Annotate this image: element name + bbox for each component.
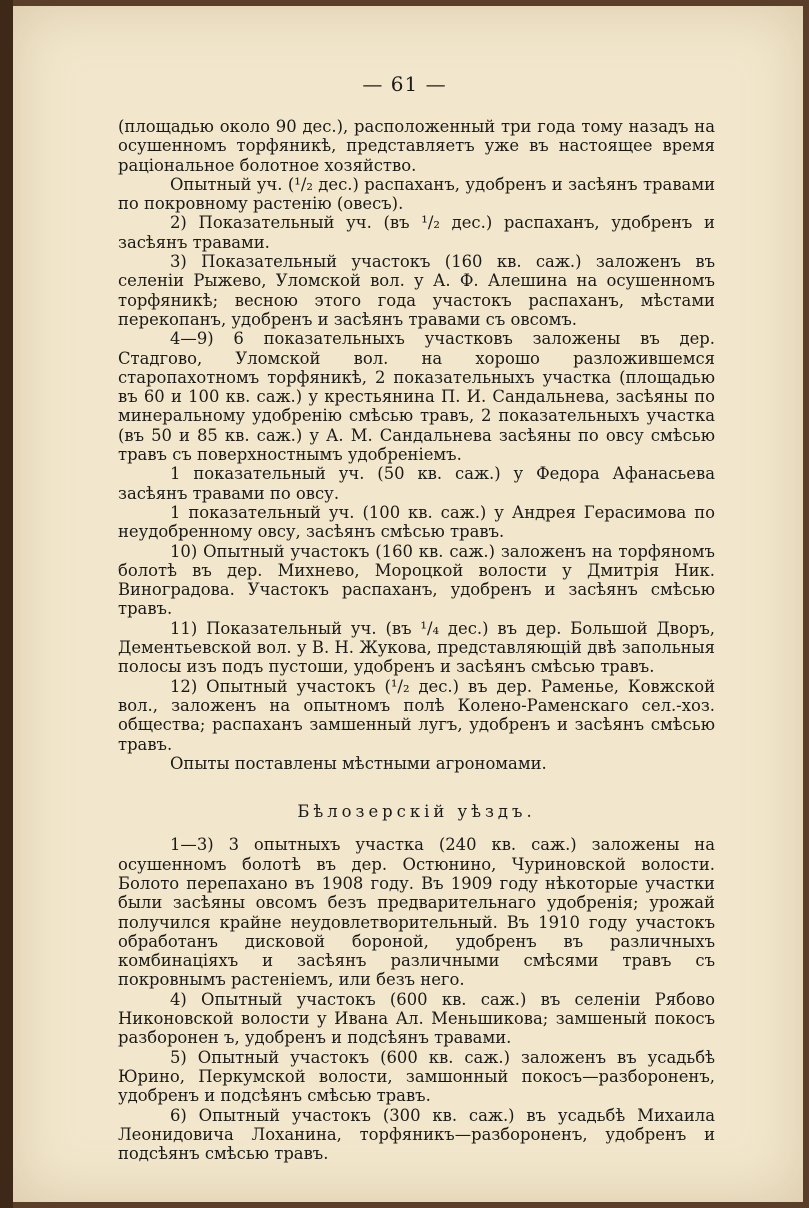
paragraph-item-11: 11) Показательный уч. (въ ¹/₄ дес.) въ дер. Большой Дворъ, Дементьевской вол. у В. Н. Жукова, представляющій двѣ запольныя полосы изъ подъ пустоши, удобренъ и засѣянъ смѣсью травъ.	[118, 618, 715, 677]
paragraph-continuation: (площадью около 90 дес.), расположенный три года тому назадъ на осушенномъ торфяникѣ, представляетъ уже въ настоящее время раціональное болотное хозяйство.	[118, 117, 715, 175]
paragraph-item-10: 10) Опытный участокъ (160 кв. саж.) заложенъ на торфяномъ болотѣ въ дер. Михнево, Мороцкой волости у Дмитрія Ник. Виноградова. Участокъ распаханъ, удобренъ и засѣянъ смѣсью травъ.	[118, 541, 715, 619]
paragraph-item-4: 4) Опытный участокъ (600 кв. саж.) въ селеніи Рябово Никоновской волости у Ивана Ал. Меньшикова; замшеный покосъ разборонен ъ, удобренъ и подсѣянъ травами.	[118, 989, 715, 1048]
paragraph-experimental-plot: Опытный уч. (¹/₂ дес.) распаханъ, удобренъ и засѣянъ травами по покровному растенію (овесъ).	[118, 174, 715, 214]
paragraph-items-4-9: 4—9) 6 показательныхъ участковъ заложены въ дер. Стадгово, Уломской вол. на хорошо разложившемся старопахотномъ торфяникѣ, 2 показательныхъ участка (площадью въ 60 и 100 кв. саж.) у крестьянина П. И. Сандальнева, засѣяны по минеральному удобренію смѣсью травъ, 2 показательныхъ участка (въ 50 и 85 кв. саж.) у А. М. Сандальнева засѣяны по овсу смѣсью травъ съ поверхностнымъ удобреніемъ.	[118, 329, 715, 465]
page-edge-shadow	[0, 0, 13, 1208]
paragraph-item-5: 5) Опытный участокъ (600 кв. саж.) заложенъ въ усадьбѣ Юрино, Перкумской волости, замшонный покосъ—разбороненъ, удобренъ и подсѣянъ смѣсью травъ.	[118, 1047, 715, 1106]
section-heading: Бѣлозерскій уѣздъ.	[297, 802, 536, 822]
paragraph-item-3: 3) Показательный участокъ (160 кв. саж.) заложенъ въ селеніи Рыжево, Уломской вол. у А. Ф. Алешина на осушенномъ торфяникѣ; весною этого года участокъ распаханъ, мѣстами перекопанъ, удобренъ и засѣянъ травами съ овсомъ.	[118, 252, 715, 329]
page-text-block	[118, 117, 715, 1163]
paragraph-afanasyev-plot: 1 показательный уч. (50 кв. саж.) у Федора Афанасьева засѣянъ травами по овсу.	[118, 464, 715, 503]
paragraph-item-6: 6) Опытный участокъ (300 кв. саж.) въ усадьбѣ Михаила Леонидовича Лоханина, торфяникъ—разбороненъ, удобренъ и подсѣянъ смѣсью травъ.	[118, 1105, 715, 1164]
paragraph-gerasimov-plot: 1 показательный уч. (100 кв. саж.) у Андрея Герасимова по неудобренному овсу, засѣянъ смѣсью травъ.	[118, 502, 715, 542]
paragraph-item-2: 2) Показательный уч. (въ ¹/₂ дес.) распаханъ, удобренъ и засѣянъ травами.	[118, 213, 715, 252]
paragraph-item-12: 12) Опытный участокъ (¹/₂ дес.) въ дер. Раменье, Ковжской вол., заложенъ на опытномъ полѣ Колено-Раменскаго сел.-хоз. общества; распаханъ замшенный лугъ, удобренъ и засѣянъ смѣсью травъ.	[118, 676, 715, 754]
paragraph-items-1-3: 1—3) 3 опытныхъ участка (240 кв. саж.) заложены на осушенномъ болотѣ въ дер. Остюнино, Чуриновской волости. Болото перепахано въ 1908 году. Въ 1909 году нѣкоторые участки были засѣяны овсомъ безъ предварительнаго удобренія; урожай получился крайне неудовлетворительный. Въ 1910 году участокъ обработанъ дисковой бороной, удобренъ въ различныхъ комбинаціяхъ и засѣянъ различными смѣсями травъ съ покровнымъ растеніемъ, или безъ него.	[118, 835, 715, 990]
page-number: — 61 —	[362, 72, 447, 96]
paragraph-agronomists: Опыты поставлены мѣстными агрономами.	[170, 753, 547, 773]
